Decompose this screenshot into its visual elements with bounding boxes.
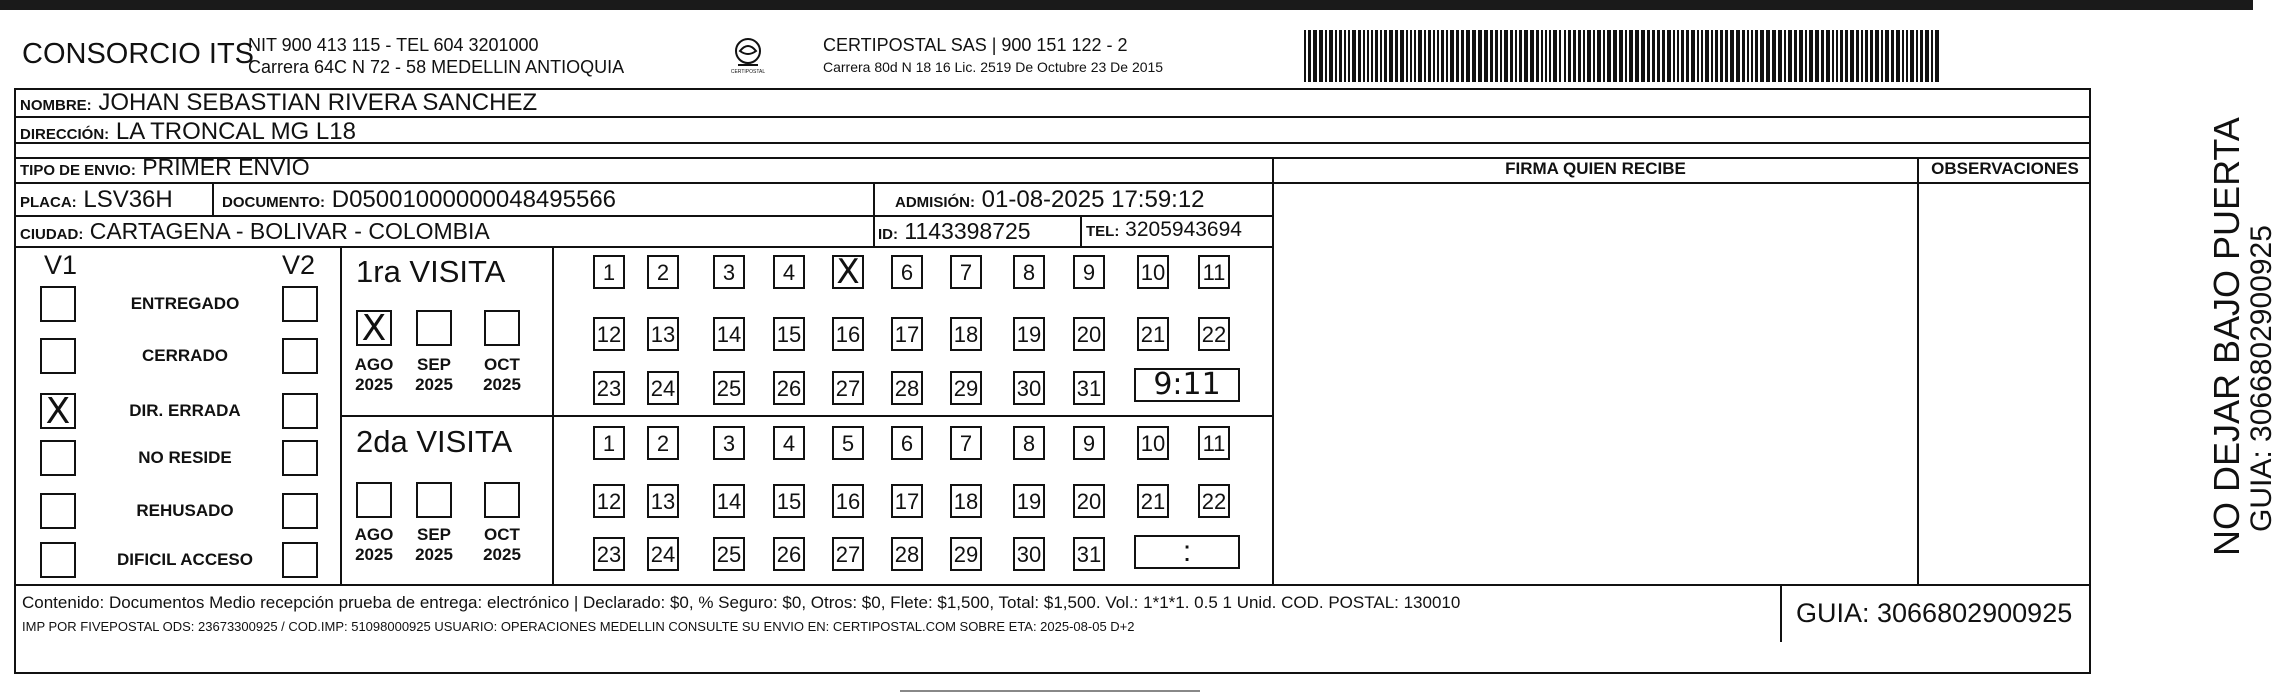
day-box[interactable]: 10 xyxy=(1137,255,1169,289)
barcode-bar xyxy=(1845,30,1848,82)
certipostal-logo-icon xyxy=(728,35,768,79)
barcode-bar xyxy=(1641,30,1645,82)
barcode-bar xyxy=(1541,30,1543,82)
barcode-bar xyxy=(1747,30,1749,82)
barcode-bar xyxy=(1826,30,1830,82)
day-box[interactable]: 25 xyxy=(713,371,745,405)
row-divider xyxy=(14,182,1274,184)
barcode-bar xyxy=(1875,30,1879,82)
firma-quien-recibe-header: FIRMA QUIEN RECIBE xyxy=(1505,159,1686,178)
day-box[interactable]: 3 xyxy=(713,255,745,289)
direccion-label: DIRECCIÓN: xyxy=(20,126,110,143)
top-border-bar xyxy=(0,0,2253,10)
barcode-bar xyxy=(1424,30,1426,82)
barcode-bar xyxy=(1840,30,1843,82)
barcode-bar xyxy=(1885,30,1889,82)
v2-checkbox[interactable] xyxy=(282,286,318,322)
month-name: AGO xyxy=(354,525,394,544)
month-name: SEP xyxy=(416,355,452,374)
barcode-bar xyxy=(1478,30,1482,82)
day-box[interactable]: 7 xyxy=(950,255,982,289)
barcode-bar xyxy=(1363,30,1365,82)
month-checkbox[interactable] xyxy=(484,310,520,346)
id-value: 1143398725 xyxy=(904,218,1031,244)
barcode-bar xyxy=(1691,30,1695,82)
barcode-bar xyxy=(1916,30,1918,82)
day-box[interactable]: 1 xyxy=(593,426,625,460)
barcode-bar xyxy=(1325,30,1327,82)
barcode-bar xyxy=(1500,30,1502,82)
barcode-bar xyxy=(1906,30,1908,82)
barcode-bar xyxy=(1578,30,1581,82)
day-box[interactable]: 18 xyxy=(950,484,982,518)
barcode-bar xyxy=(1450,30,1454,82)
barcode-bar xyxy=(1755,30,1758,82)
logo-caption: CERTIPOSTAL xyxy=(730,69,766,75)
placa-label: PLACA: xyxy=(20,194,77,211)
barcode-bar xyxy=(1809,30,1813,82)
nombre-value: JOHAN SEBASTIAN RIVERA SANCHEZ xyxy=(98,89,538,116)
barcode-bar xyxy=(1352,30,1356,82)
barcode-bar xyxy=(1865,30,1868,82)
side-notice xyxy=(2208,117,2278,556)
barcode-bar xyxy=(1389,30,1393,82)
barcode-bar xyxy=(1788,30,1792,82)
day-box[interactable]: 18 xyxy=(950,317,982,351)
day-box[interactable]: 20 xyxy=(1073,317,1105,351)
month-year: 2025 xyxy=(355,375,393,394)
day-box[interactable]: 26 xyxy=(773,371,805,405)
day-box[interactable]: 24 xyxy=(647,537,679,571)
admision-label: ADMISIÓN: xyxy=(895,194,975,211)
barcode-bar xyxy=(1925,30,1929,82)
barcode-bar xyxy=(1603,30,1605,82)
barcode-bar xyxy=(1329,30,1333,82)
row-divider xyxy=(14,246,1274,248)
month-label xyxy=(475,525,529,565)
barcode-bar xyxy=(1371,30,1373,82)
month-label xyxy=(407,525,461,565)
month-name: SEP xyxy=(416,525,452,544)
barcode-bar xyxy=(1304,30,1306,82)
contents-line: Contenido: Documentos Medio recepción prueba de entrega: electrónico | Declarado: $0, % Seguro: $0, Otros: $0, Flete: $1,500, Total: $1,500. Vol.: 1*1*1. 0.5 1 Unid. COD. POSTAL: 130010 xyxy=(22,593,1461,612)
barcode-bar xyxy=(1564,30,1566,82)
day-box[interactable]: 17 xyxy=(891,484,923,518)
day-box[interactable]: 19 xyxy=(1013,317,1045,351)
barcode-bar xyxy=(1456,30,1459,82)
side-guia-number: GUIA: 3066802900925 xyxy=(2245,225,2278,532)
status-label: DIFICIL ACCESO xyxy=(116,550,253,569)
status-label: DIR. ERRADA xyxy=(129,401,241,420)
barcode-bar xyxy=(1902,30,1904,82)
day-box[interactable]: 25 xyxy=(713,537,745,571)
status-label: REHUSADO xyxy=(136,501,234,520)
v2-checkbox[interactable] xyxy=(282,393,318,429)
day-box[interactable]: 15 xyxy=(773,317,805,351)
v1-checkbox[interactable] xyxy=(40,338,76,374)
barcode-bar xyxy=(1466,30,1470,82)
barcode-bar xyxy=(1583,30,1585,82)
day-box[interactable]: 23 xyxy=(593,537,625,571)
day-box[interactable]: 29 xyxy=(950,537,982,571)
v1-checkbox[interactable] xyxy=(40,440,76,476)
day-box[interactable]: 29 xyxy=(950,371,982,405)
barcode-bar xyxy=(1751,30,1753,82)
barcode-bar xyxy=(1344,30,1346,82)
barcode-bar xyxy=(1705,30,1709,82)
row-divider xyxy=(340,415,1274,417)
day-box[interactable]: 31 xyxy=(1073,371,1105,405)
barcode-bar xyxy=(1647,30,1650,82)
v2-checkbox[interactable] xyxy=(282,493,318,529)
day-box[interactable]: X xyxy=(832,255,864,289)
ciudad-row xyxy=(20,218,490,245)
day-box[interactable]: 11 xyxy=(1198,426,1230,460)
month-label xyxy=(347,355,401,395)
day-box[interactable]: 4 xyxy=(773,426,805,460)
day-box[interactable]: 12 xyxy=(593,317,625,351)
day-box[interactable]: 16 xyxy=(832,317,864,351)
day-box[interactable]: 14 xyxy=(713,317,745,351)
nombre-row xyxy=(20,89,537,117)
column-divider xyxy=(1780,584,1782,642)
barcode-bar xyxy=(1794,30,1797,82)
barcode-bar xyxy=(1778,30,1782,82)
column-divider xyxy=(212,184,214,216)
day-box[interactable]: 10 xyxy=(1137,426,1169,460)
barcode-bar xyxy=(1308,30,1311,82)
barcode-bar xyxy=(1437,30,1439,82)
month-name: OCT xyxy=(484,525,520,544)
barcode-bar xyxy=(1367,30,1369,82)
barcode-bar xyxy=(1339,30,1342,82)
day-box[interactable]: 26 xyxy=(773,537,805,571)
admision-row xyxy=(895,186,1205,214)
day-box[interactable]: 7 xyxy=(950,426,982,460)
day-box[interactable]: 15 xyxy=(773,484,805,518)
barcode-bar xyxy=(1805,30,1807,82)
ciudad-value: CARTAGENA - BOLIVAR - COLOMBIA xyxy=(89,218,490,244)
second-visit-time: : xyxy=(1134,535,1240,569)
month-year: 2025 xyxy=(483,545,521,564)
barcode-bar xyxy=(1414,30,1416,82)
day-box[interactable]: 2 xyxy=(647,426,679,460)
second-visit-title: 2da VISITA xyxy=(356,424,513,459)
row-divider xyxy=(14,215,1274,217)
barcode-bar xyxy=(1613,30,1617,82)
barcode-bar xyxy=(1597,30,1601,82)
barcode-bar xyxy=(1635,30,1639,82)
column-divider xyxy=(340,246,342,584)
nombre-label: NOMBRE: xyxy=(20,97,92,114)
barcode-bar xyxy=(1861,30,1863,82)
barcode-bar xyxy=(1484,30,1488,82)
barcode-bar xyxy=(1348,30,1350,82)
status-label: CERRADO xyxy=(142,346,228,365)
barcode-bar xyxy=(1319,30,1323,82)
barcode-bar xyxy=(1715,30,1718,82)
barcode-bar xyxy=(1711,30,1713,82)
day-box[interactable]: 9 xyxy=(1073,255,1105,289)
tipo-envio-value: PRIMER ENVIO xyxy=(142,154,310,180)
barcode-bar xyxy=(1446,30,1448,82)
barcode-bar xyxy=(1667,30,1671,82)
month-year: 2025 xyxy=(415,375,453,394)
company-name: CONSORCIO ITS xyxy=(22,38,255,70)
barcode-bar xyxy=(1490,30,1493,82)
v1-checkbox[interactable] xyxy=(40,286,76,322)
barcode-bar xyxy=(1832,30,1834,82)
barcode-bar xyxy=(1662,30,1665,82)
row-divider xyxy=(1274,182,2091,184)
day-box[interactable]: 1 xyxy=(593,255,625,289)
status-label: ENTREGADO xyxy=(130,294,240,313)
barcode-bar xyxy=(1536,30,1539,82)
tel-label: TEL: xyxy=(1086,223,1120,240)
day-box[interactable]: 4 xyxy=(773,255,805,289)
month-name: AGO xyxy=(354,355,394,374)
column-divider xyxy=(1272,157,1274,584)
company-nit-block xyxy=(248,34,624,78)
barcode-bar xyxy=(1686,30,1689,82)
barcode-bar xyxy=(1495,30,1498,82)
day-box[interactable]: 8 xyxy=(1013,426,1045,460)
barcode-bar xyxy=(1530,30,1534,82)
v1-checkbox[interactable] xyxy=(40,493,76,529)
column-divider xyxy=(1917,157,1919,584)
company-address-line: Carrera 64C N 72 - 58 MEDELLIN ANTIOQUIA xyxy=(248,57,625,77)
barcode-bar xyxy=(1935,30,1939,82)
barcode-bar xyxy=(1681,30,1684,82)
barcode-bar xyxy=(1568,30,1571,82)
day-box[interactable]: 16 xyxy=(832,484,864,518)
day-box[interactable]: 6 xyxy=(891,426,923,460)
barcode-bar xyxy=(1815,30,1819,82)
barcode-bar xyxy=(1629,30,1633,82)
month-label xyxy=(407,355,461,395)
v2-checkbox[interactable] xyxy=(282,338,318,374)
barcode-bar xyxy=(1896,30,1900,82)
barcode-bar xyxy=(1836,30,1838,82)
certipostal-license-line: Carrera 80d N 18 16 Lic. 2519 De Octubre 23 De 2015 xyxy=(823,59,1164,75)
barcode-bar xyxy=(1358,30,1361,82)
barcode-bar xyxy=(1766,30,1770,82)
day-box[interactable]: 11 xyxy=(1198,255,1230,289)
barcode-bar xyxy=(1573,30,1576,82)
barcode-bar xyxy=(1410,30,1412,82)
month-checkbox[interactable] xyxy=(484,482,520,518)
barcode-bar xyxy=(1799,30,1803,82)
barcode-bar xyxy=(1461,30,1464,82)
certipostal-line: CERTIPOSTAL SAS | 900 151 122 - 2 xyxy=(823,35,1128,55)
day-box[interactable]: 21 xyxy=(1137,317,1169,351)
barcode-bar xyxy=(1673,30,1675,82)
day-box[interactable]: 9 xyxy=(1073,426,1105,460)
day-box[interactable]: 14 xyxy=(713,484,745,518)
barcode-bar xyxy=(1891,30,1894,82)
month-checkbox[interactable] xyxy=(416,310,452,346)
barcode-bar xyxy=(1380,30,1382,82)
day-box[interactable]: 21 xyxy=(1137,484,1169,518)
id-label: ID: xyxy=(878,226,898,243)
barcode-bar xyxy=(1821,30,1824,82)
placa-value: LSV36H xyxy=(83,186,173,213)
day-box[interactable]: 24 xyxy=(647,371,679,405)
month-checkbox[interactable]: X xyxy=(356,310,392,346)
documento-value: D05001000000048495566 xyxy=(331,186,617,213)
day-box[interactable]: 20 xyxy=(1073,484,1105,518)
ciudad-label: CIUDAD: xyxy=(20,226,84,243)
day-box[interactable]: 8 xyxy=(1013,255,1045,289)
barcode-bar xyxy=(1510,30,1513,82)
day-box[interactable]: 23 xyxy=(593,371,625,405)
month-checkbox[interactable] xyxy=(416,482,452,518)
barcode-bar xyxy=(1406,30,1408,82)
day-box[interactable]: 5 xyxy=(832,426,864,460)
barcode-bar xyxy=(1549,30,1551,82)
barcode-bar xyxy=(1428,30,1431,82)
day-box[interactable]: 6 xyxy=(891,255,923,289)
documento-row xyxy=(222,186,616,214)
v2-checkbox[interactable] xyxy=(282,440,318,476)
bottom-edge-line xyxy=(900,690,1200,692)
observaciones-header: OBSERVACIONES xyxy=(1931,159,2079,178)
certipostal-block xyxy=(823,34,1163,78)
first-visit-title: 1ra VISITA xyxy=(356,254,506,289)
day-box[interactable]: 12 xyxy=(593,484,625,518)
day-box[interactable]: 19 xyxy=(1013,484,1045,518)
barcode-bar xyxy=(1736,30,1740,82)
barcode-bar xyxy=(1720,30,1723,82)
barcode-bar xyxy=(1607,30,1611,82)
barcode-bar xyxy=(1657,30,1660,82)
barcode-bar xyxy=(1441,30,1444,82)
barcode-bar xyxy=(1524,30,1528,82)
direccion-value: LA TRONCAL MG L18 xyxy=(115,118,356,145)
barcode-bar xyxy=(1725,30,1728,82)
tipo-envio-row xyxy=(20,154,310,181)
barcode-bar xyxy=(1920,30,1923,82)
barcode-bar xyxy=(1701,30,1703,82)
day-box[interactable]: 27 xyxy=(832,371,864,405)
barcode-bar xyxy=(1519,30,1522,82)
day-box[interactable]: 3 xyxy=(713,426,745,460)
barcode-bar xyxy=(1619,30,1623,82)
tel-value: 3205943694 xyxy=(1125,218,1242,241)
barcode-bar xyxy=(1400,30,1404,82)
v1-checkbox[interactable] xyxy=(40,542,76,578)
day-box[interactable]: 31 xyxy=(1073,537,1105,571)
barcode-bar xyxy=(1587,30,1591,82)
barcode-bar xyxy=(1472,30,1476,82)
barcode-bar xyxy=(1515,30,1517,82)
barcode-bar xyxy=(1384,30,1387,82)
v1-label: V1 xyxy=(44,250,78,280)
month-name: OCT xyxy=(484,355,520,374)
day-box[interactable]: 30 xyxy=(1013,537,1045,571)
direccion-row xyxy=(20,118,356,146)
v1-checkbox[interactable]: X xyxy=(40,393,76,429)
month-label xyxy=(347,525,401,565)
month-year: 2025 xyxy=(483,375,521,394)
barcode-bar xyxy=(1395,30,1398,82)
month-checkbox[interactable] xyxy=(356,482,392,518)
barcode-bar xyxy=(1784,30,1786,82)
barcode-bar xyxy=(1313,30,1317,82)
column-divider xyxy=(552,246,554,584)
day-box[interactable]: 27 xyxy=(832,537,864,571)
no-dejar-bajo-puerta-text: NO DEJAR BAJO PUERTA xyxy=(2206,117,2247,556)
barcode-bar xyxy=(1652,30,1655,82)
v2-label: V2 xyxy=(282,250,316,280)
barcode-bar xyxy=(1931,30,1933,82)
day-box[interactable]: 28 xyxy=(891,371,923,405)
day-box[interactable]: 28 xyxy=(891,537,923,571)
tel-row xyxy=(1086,218,1242,242)
column-divider xyxy=(1080,217,1082,246)
day-box[interactable]: 13 xyxy=(647,484,679,518)
id-row xyxy=(878,218,1031,245)
barcode-bar xyxy=(1335,30,1337,82)
guia-number: GUIA: 3066802900925 xyxy=(1796,598,2073,628)
barcode xyxy=(1304,30,1940,82)
day-box[interactable]: 22 xyxy=(1198,484,1230,518)
barcode-bar xyxy=(1553,30,1557,82)
month-year: 2025 xyxy=(415,545,453,564)
admision-value: 01-08-2025 17:59:12 xyxy=(981,186,1205,213)
barcode-bar xyxy=(1593,30,1595,82)
column-divider xyxy=(873,184,875,246)
day-box[interactable]: 13 xyxy=(647,317,679,351)
barcode-bar xyxy=(1910,30,1914,82)
tipo-envio-label: TIPO DE ENVIO: xyxy=(20,162,136,179)
v2-checkbox[interactable] xyxy=(282,542,318,578)
barcode-bar xyxy=(1559,30,1561,82)
placa-row xyxy=(20,186,173,214)
print-info-line: IMP POR FIVEPOSTAL ODS: 23673300925 / COD.IMP: 51098000925 USUARIO: OPERACIONES MEDELLIN CONSULTE SU ENVIO EN: CERTIPOSTAL.COM SOBRE ETA: 2025-08-05 D+2 xyxy=(22,619,1135,634)
barcode-bar xyxy=(1433,30,1435,82)
barcode-bar xyxy=(1772,30,1776,82)
barcode-bar xyxy=(1881,30,1883,82)
day-box[interactable]: 17 xyxy=(891,317,923,351)
day-box[interactable]: 2 xyxy=(647,255,679,289)
barcode-bar xyxy=(1545,30,1547,82)
first-visit-time: 9:11 xyxy=(1134,368,1240,402)
barcode-bar xyxy=(1625,30,1627,82)
barcode-bar xyxy=(1504,30,1508,82)
barcode-bar xyxy=(1697,30,1699,82)
month-label xyxy=(475,355,529,395)
day-box[interactable]: 30 xyxy=(1013,371,1045,405)
barcode-bar xyxy=(1418,30,1422,82)
barcode-bar xyxy=(1870,30,1873,82)
company-nit-line: NIT 900 413 115 - TEL 604 3201000 xyxy=(248,35,539,55)
day-box[interactable]: 22 xyxy=(1198,317,1230,351)
barcode-bar xyxy=(1677,30,1679,82)
barcode-bar xyxy=(1742,30,1745,82)
month-year: 2025 xyxy=(355,545,393,564)
barcode-bar xyxy=(1850,30,1854,82)
documento-label: DOCUMENTO: xyxy=(222,194,326,211)
status-label: NO RESIDE xyxy=(138,448,232,467)
barcode-bar xyxy=(1730,30,1734,82)
barcode-bar xyxy=(1856,30,1859,82)
barcode-bar xyxy=(1375,30,1378,82)
barcode-bar xyxy=(1760,30,1764,82)
